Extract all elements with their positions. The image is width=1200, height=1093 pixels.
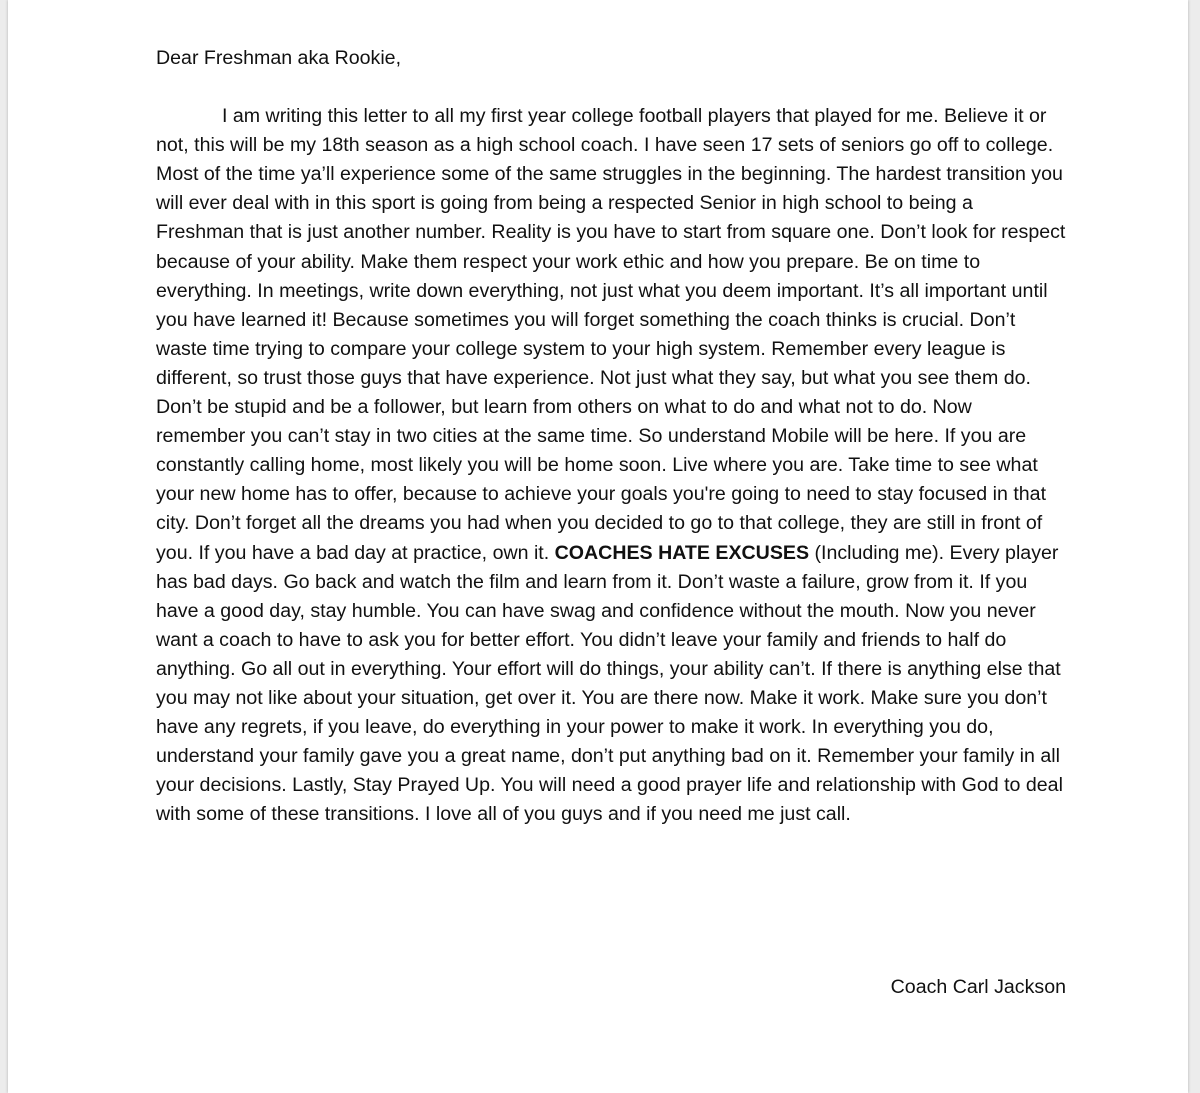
body-text-part-2: (Including me). Every player has bad days. Go back and watch the film and learn from it. Don’t waste a failure, grow from it. If you have a good day, stay humble. You can have swag and confidence without the mouth. Now you never want a coach to have to ask you for better effort. You didn’t leave your family and friends to half do anything. Go all out in everything. Your effort will do things, your ability can’t. If there is anything else that you may not like about your situation, get over it. You are there now. Make it work. Make sure you don’t have any regrets, if you leave, do everything in your power to make it work. In everything you do, understand your family gave you a great name, don’t put anything bad on it. Remember your family in all your decisions. Lastly, Stay Prayed Up. You will need a good prayer life and relationship with God to deal with some of these transitions. I love all of you guys and if you need me just call.	[156, 541, 1063, 826]
document-page	[8, 0, 1188, 1093]
body-text-part-1: I am writing this letter to all my first year college football players that played for me. Believe it or not, this will be my 18th season as a high school coach. I have seen 17 sets of seniors go off to college. Most of the time ya’ll experience some of the same struggles in the beginning. The hardest transition you will ever deal with in this sport is going from being a respected Senior in high school to being a Freshman that is just another number. Reality is you have to start from square one. Don’t look for respect because of your ability. Make them respect your work ethic and how you prepare. Be on time to everything. In meetings, write down everything, not just what you deem important. It’s all important until you have learned it! Because sometimes you will forget something the coach thinks is crucial. Don’t waste time trying to compare your college system to your high system. Remember every league is different, so trust those guys that have experience. Not just what they say, but what you see them do. Don’t be stupid and be a follower, but learn from others on what to do and what not to do. Now remember you can’t stay in two cities at the same time. So understand Mobile will be here. If you are constantly calling home, most likely you will be home soon. Live where you are. Take time to see what your new home has to offer, because to achieve your goals you're going to need to stay focused in that city. Don’t forget all the dreams you had when you decided to go to that college, they are still in front of you. If you have a bad day at practice, own it.	[156, 105, 1066, 564]
emphasis-text: COACHES HATE EXCUSES	[554, 541, 810, 564]
salutation: Dear Freshman aka Rookie,	[156, 47, 402, 69]
letter-body	[156, 102, 1066, 829]
letter	[156, 44, 1066, 998]
signature: Coach Carl Jackson	[890, 976, 1066, 998]
